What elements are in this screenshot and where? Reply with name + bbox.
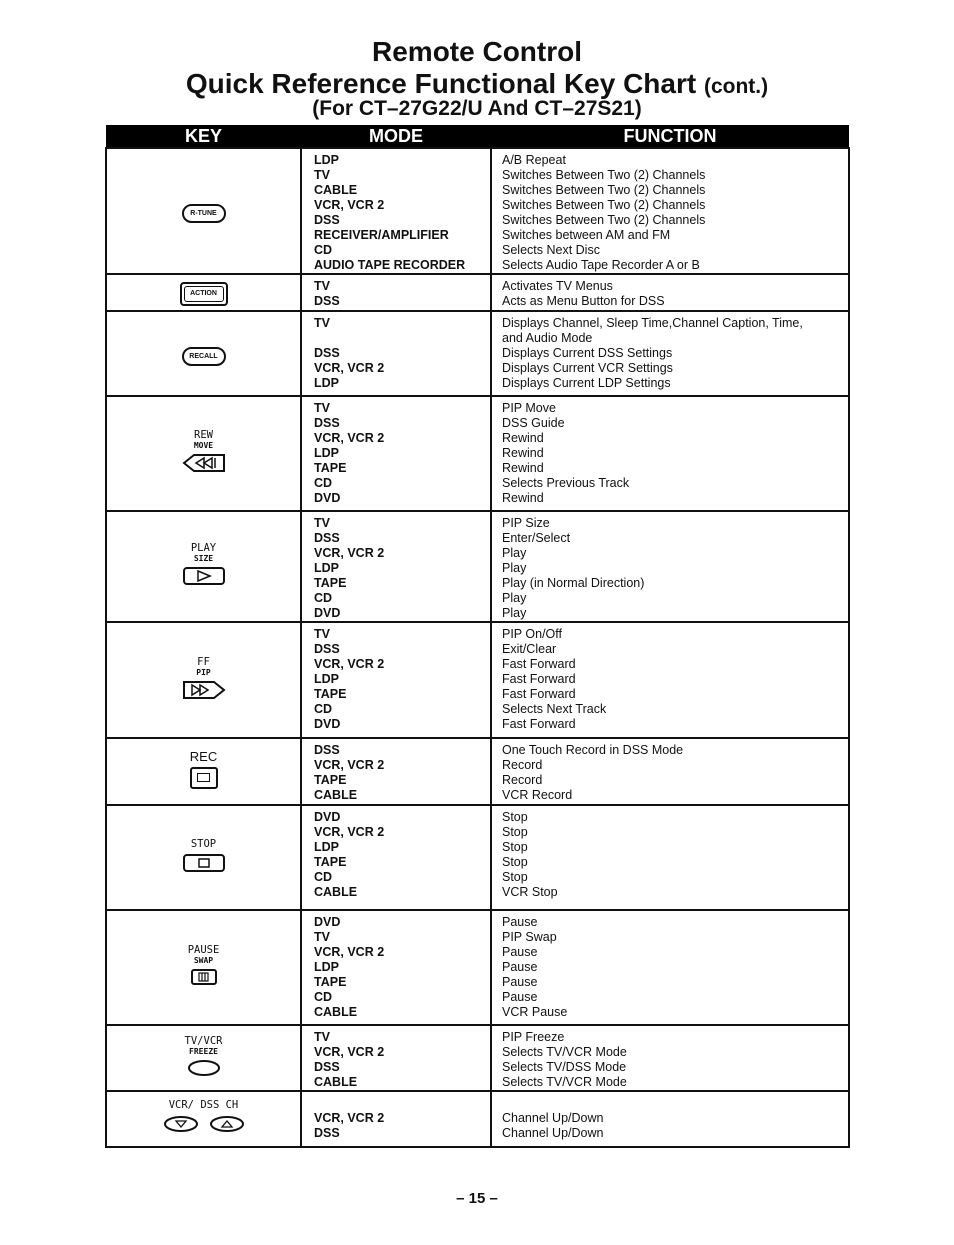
- mode-entry: TAPE: [314, 975, 347, 989]
- mode-entry: TV: [314, 1030, 330, 1044]
- mode-cell: [301, 396, 491, 511]
- function-cell: [491, 910, 849, 1025]
- function-cell: [491, 311, 849, 396]
- mode-entry: DSS: [314, 1060, 340, 1074]
- mode-entry: DVD: [314, 810, 341, 824]
- function-entry: Rewind: [502, 431, 544, 445]
- function-entry: Play: [502, 591, 527, 605]
- key-cell: [106, 396, 301, 511]
- table-row: [106, 148, 849, 274]
- fast-forward-button-icon[interactable]: [107, 680, 300, 705]
- function-entry: Displays Channel, Sleep Time,Channel Caption, Time,: [502, 316, 803, 330]
- mode-entry: AUDIO TAPE RECORDER: [314, 258, 466, 272]
- key-subcaption: SWAP: [193, 956, 214, 965]
- mode-entry: CD: [314, 243, 333, 257]
- mode-entry: VCR, VCR 2: [314, 1045, 385, 1059]
- mode-entry: TAPE: [314, 855, 347, 869]
- record-button-icon[interactable]: [107, 767, 300, 794]
- mode-entry: LDP: [314, 561, 339, 575]
- mode-cell: [301, 622, 491, 738]
- oval-icon: [187, 1059, 221, 1077]
- play-button-icon[interactable]: [107, 566, 300, 591]
- title-cont: (cont.): [703, 75, 769, 98]
- mode-entry: RECEIVER/AMPLIFIER: [314, 228, 449, 242]
- function-entry: Switches Between Two (2) Channels: [502, 213, 706, 227]
- pause-icon: [190, 968, 218, 986]
- key-caption: TV/VCR: [184, 1034, 223, 1047]
- mode-entry: LDP: [314, 153, 339, 167]
- key-cell: [106, 1025, 301, 1091]
- function-entry: Fast Forward: [502, 657, 576, 671]
- function-entry: Play: [502, 546, 527, 560]
- header-function: FUNCTION: [491, 125, 849, 148]
- mode-entry: CD: [314, 702, 333, 716]
- key-cell: [106, 910, 301, 1025]
- mode-entry: VCR, VCR 2: [314, 825, 385, 839]
- mode-cell: [301, 511, 491, 622]
- table-row: [106, 511, 849, 622]
- key-cell: [106, 1091, 301, 1147]
- mode-entry: TAPE: [314, 687, 347, 701]
- mode-entry: TV: [314, 316, 330, 330]
- function-entry: Pause: [502, 915, 538, 929]
- key-cell: [106, 738, 301, 805]
- function-entry: Rewind: [502, 461, 544, 475]
- key-caption: PLAY: [190, 542, 217, 554]
- mode-entry: TAPE: [314, 773, 347, 787]
- function-entry: Stop: [502, 825, 528, 839]
- function-entry: Record: [502, 773, 543, 787]
- key-subcaption: FREEZE: [189, 1046, 218, 1056]
- mode-cell: [301, 1091, 491, 1147]
- function-entry: [492, 1096, 848, 1111]
- action-button-icon[interactable]: [107, 282, 300, 306]
- mode-entry: CABLE: [314, 1075, 358, 1089]
- functional-key-chart: [105, 125, 850, 1148]
- mode-entry: TV: [314, 168, 330, 182]
- function-entry: Selects Previous Track: [502, 476, 630, 490]
- function-entry: Selects TV/DSS Mode: [502, 1060, 627, 1074]
- function-entry: Play: [502, 561, 527, 575]
- mode-entry: DSS: [314, 1126, 340, 1140]
- mode-entry: TAPE: [314, 576, 347, 590]
- mode-cell: [301, 910, 491, 1025]
- page-number: – 15 –: [456, 1190, 498, 1207]
- mode-cell: [301, 274, 491, 311]
- mode-entry: DVD: [314, 915, 341, 929]
- mode-entry: [302, 331, 490, 346]
- function-entry: VCR Stop: [502, 885, 558, 899]
- function-cell: [491, 622, 849, 738]
- function-entry: VCR Record: [502, 788, 573, 802]
- mode-entry: DSS: [314, 213, 340, 227]
- table-row: [106, 1091, 849, 1147]
- key-subcaption: MOVE: [193, 441, 214, 450]
- function-entry: Displays Current LDP Settings: [502, 376, 671, 390]
- mode-entry: TAPE: [314, 461, 347, 475]
- header-mode: MODE: [301, 125, 491, 148]
- mode-entry: CABLE: [314, 1005, 358, 1019]
- key-cell: [106, 805, 301, 910]
- mode-entry: LDP: [314, 672, 339, 686]
- rewind-icon: [182, 453, 226, 473]
- function-cell: [491, 148, 849, 274]
- function-entry: Selects Audio Tape Recorder A or B: [502, 258, 700, 272]
- function-entry: Activates TV Menus: [502, 279, 613, 293]
- mode-entry: CD: [314, 476, 333, 490]
- title-main: Quick Reference Functional Key Chart: [185, 68, 697, 99]
- function-entry: Play (in Normal Direction): [502, 576, 645, 590]
- mode-entry: VCR, VCR 2: [314, 431, 385, 445]
- key-cell: [106, 511, 301, 622]
- function-entry: Displays Current DSS Settings: [502, 346, 673, 360]
- play-icon: [182, 566, 226, 586]
- key-subcaption: SIZE: [193, 554, 214, 563]
- function-entry: Fast Forward: [502, 717, 576, 731]
- mode-entry: DSS: [314, 642, 340, 656]
- key-cell: [106, 274, 301, 311]
- function-entry: Channel Up/Down: [502, 1111, 604, 1125]
- function-entry: PIP Swap: [502, 930, 557, 944]
- function-cell: [491, 1091, 849, 1147]
- mode-cell: [301, 148, 491, 274]
- key-caption: STOP: [190, 837, 217, 850]
- action-frame: [180, 282, 228, 306]
- mode-entry: CD: [314, 870, 333, 884]
- table-row: [106, 311, 849, 396]
- function-entry: Fast Forward: [502, 687, 576, 701]
- function-entry: Exit/Clear: [502, 642, 557, 656]
- mode-entry: DSS: [314, 416, 340, 430]
- function-entry: PIP On/Off: [502, 627, 562, 641]
- function-entry: Switches Between Two (2) Channels: [502, 183, 706, 197]
- stop-button-icon[interactable]: [107, 853, 300, 878]
- function-entry: Selects TV/VCR Mode: [502, 1075, 627, 1089]
- mode-entry: CD: [314, 990, 333, 1004]
- tv-vcr-button-icon[interactable]: [107, 1059, 300, 1082]
- mode-entry: DSS: [314, 743, 340, 757]
- function-entry: Switches Between Two (2) Channels: [502, 168, 706, 182]
- recall-button-icon[interactable]: [107, 345, 300, 366]
- table-row: [106, 396, 849, 511]
- mode-entry: LDP: [314, 960, 339, 974]
- mode-entry: VCR, VCR 2: [314, 546, 385, 560]
- table-row: [106, 910, 849, 1025]
- header-row: [106, 125, 849, 148]
- function-entry: One Touch Record in DSS Mode: [502, 743, 684, 757]
- table-row: [106, 274, 849, 311]
- fast-forward-icon: [182, 680, 226, 700]
- function-entry: Switches Between Two (2) Channels: [502, 198, 706, 212]
- mode-entry: TV: [314, 930, 330, 944]
- table-row: [106, 805, 849, 910]
- mode-entry: [302, 1096, 490, 1111]
- mode-entry: CABLE: [314, 788, 358, 802]
- mode-entry: VCR, VCR 2: [314, 198, 385, 212]
- key-caption: REW: [194, 429, 213, 441]
- button-label: R-TUNE: [182, 204, 226, 223]
- key-caption: REC: [189, 749, 218, 764]
- function-entry: PIP Move: [502, 401, 556, 415]
- function-entry: Record: [502, 758, 543, 772]
- mode-entry: VCR, VCR 2: [314, 361, 385, 375]
- button-label: ACTION: [184, 286, 224, 302]
- header-key: KEY: [106, 125, 301, 148]
- function-cell: [491, 805, 849, 910]
- key-cell: [106, 622, 301, 738]
- function-entry: PIP Freeze: [502, 1030, 565, 1044]
- mode-cell: [301, 1025, 491, 1091]
- mode-cell: [301, 738, 491, 805]
- mode-entry: VCR, VCR 2: [314, 1111, 385, 1125]
- mode-entry: LDP: [314, 446, 339, 460]
- function-entry: DSS Guide: [502, 416, 565, 430]
- mode-entry: TV: [314, 516, 330, 530]
- key-caption: VCR/ DSS CH: [168, 1099, 239, 1111]
- function-entry: Acts as Menu Button for DSS: [502, 294, 665, 308]
- channel-arrows-icon: [159, 1114, 249, 1134]
- function-entry: and Audio Mode: [502, 331, 593, 345]
- function-entry: Enter/Select: [502, 531, 571, 545]
- r-tune-button-icon[interactable]: [107, 202, 300, 223]
- title-remote-control: Remote Control: [372, 36, 582, 67]
- mode-entry: TV: [314, 279, 330, 293]
- function-entry: Pause: [502, 960, 538, 974]
- mode-entry: DVD: [314, 491, 341, 505]
- function-entry: Pause: [502, 945, 538, 959]
- function-entry: Switches between AM and FM: [502, 228, 671, 242]
- function-cell: [491, 396, 849, 511]
- function-entry: Selects TV/VCR Mode: [502, 1045, 627, 1059]
- mode-entry: DSS: [314, 346, 340, 360]
- function-cell: [491, 738, 849, 805]
- key-cell: [106, 148, 301, 274]
- function-entry: Channel Up/Down: [502, 1126, 604, 1140]
- table-row: [106, 622, 849, 738]
- function-entry: PIP Size: [502, 516, 550, 530]
- channel-up-down-button-icon[interactable]: [107, 1114, 300, 1139]
- rewind-button-icon[interactable]: [107, 453, 300, 478]
- pause-button-icon[interactable]: [107, 968, 300, 991]
- mode-entry: TV: [314, 627, 330, 641]
- mode-entry: DSS: [314, 531, 340, 545]
- mode-entry: LDP: [314, 840, 339, 854]
- table-row: [106, 738, 849, 805]
- mode-entry: DVD: [314, 717, 341, 731]
- function-entry: Fast Forward: [502, 672, 576, 686]
- function-entry: Play: [502, 606, 527, 620]
- key-cell: [106, 311, 301, 396]
- function-entry: Stop: [502, 855, 528, 869]
- mode-entry: VCR, VCR 2: [314, 945, 385, 959]
- mode-entry: VCR, VCR 2: [314, 758, 385, 772]
- function-entry: VCR Pause: [502, 1005, 568, 1019]
- function-cell: [491, 511, 849, 622]
- key-subcaption: PIP: [196, 667, 211, 677]
- stop-icon: [182, 853, 226, 873]
- mode-entry: LDP: [314, 376, 339, 390]
- function-entry: Rewind: [502, 446, 544, 460]
- function-cell: [491, 274, 849, 311]
- function-entry: Pause: [502, 990, 538, 1004]
- table-row: [106, 1025, 849, 1091]
- title-models: (For CT–27G22/U And CT–27S21): [312, 97, 642, 120]
- mode-entry: CD: [314, 591, 333, 605]
- function-entry: Displays Current VCR Settings: [502, 361, 673, 375]
- mode-entry: CABLE: [314, 885, 358, 899]
- mode-entry: VCR, VCR 2: [314, 657, 385, 671]
- mode-entry: DSS: [314, 294, 340, 308]
- function-entry: Selects Next Disc: [502, 243, 600, 257]
- mode-entry: DVD: [314, 606, 341, 620]
- mode-cell: [301, 805, 491, 910]
- key-caption: PAUSE: [187, 944, 220, 956]
- mode-entry: CABLE: [314, 183, 358, 197]
- function-entry: Rewind: [502, 491, 544, 505]
- button-label: RECALL: [182, 347, 226, 366]
- function-entry: Selects Next Track: [502, 702, 607, 716]
- record-frame: [190, 767, 218, 789]
- function-cell: [491, 1025, 849, 1091]
- function-entry: Stop: [502, 810, 528, 824]
- function-entry: Pause: [502, 975, 538, 989]
- function-entry: Stop: [502, 840, 528, 854]
- mode-entry: TV: [314, 401, 330, 415]
- key-caption: FF: [197, 655, 210, 668]
- function-entry: A/B Repeat: [502, 153, 566, 167]
- function-entry: Stop: [502, 870, 528, 884]
- mode-cell: [301, 311, 491, 396]
